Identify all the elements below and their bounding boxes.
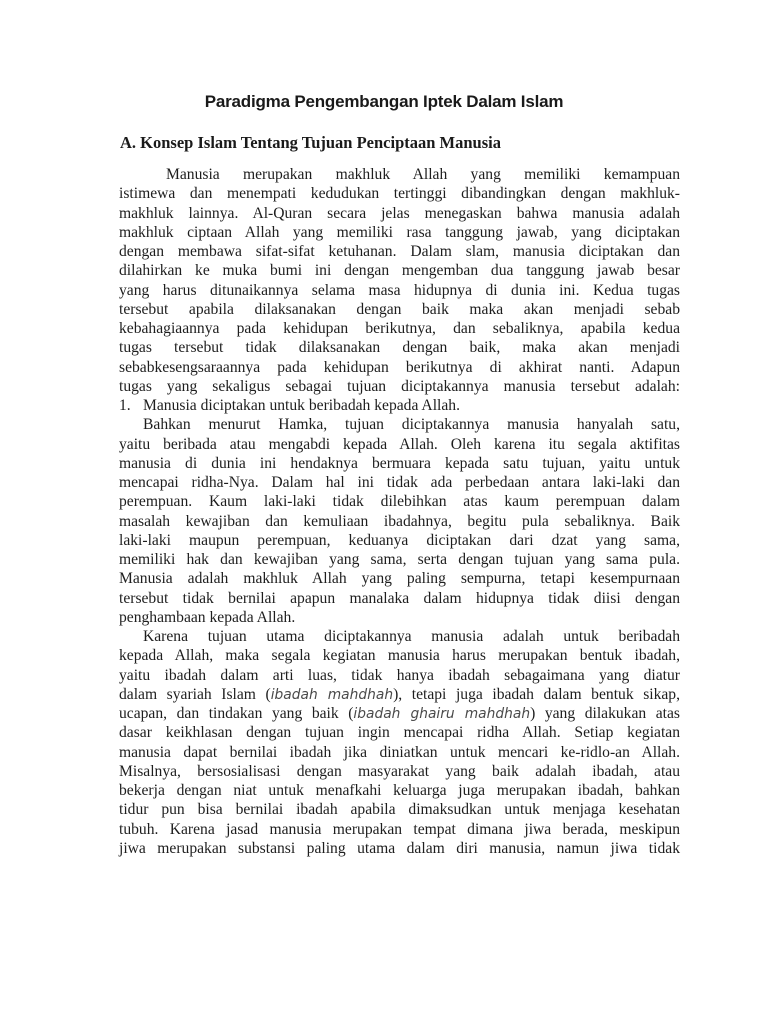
paragraph1-line: makhluk lainnya. Al-Quran secara jelas menegaskan bahwa manusia adalah [119,204,680,222]
section-heading: A. Konsep Islam Tentang Tujuan Penciptaan Manusia [120,133,501,152]
page-title: Paradigma Pengembangan Iptek Dalam Islam [204,92,564,111]
text-fragment: ) yang dilakukan atas [530,705,681,722]
paragraph3-line: Karena tujuan utama diciptakannya manusia adalah untuk beribadah [143,628,680,645]
paragraph2-line: Bahkan menurut Hamka, tujuan diciptakannya manusia hanyalah satu, [143,416,680,434]
paragraph2-line: mencapai ridha-Nya. Dalam hal ini tidak ada perbedaan antara laki-laki dan [119,474,680,491]
list-item-number: 1. [119,397,131,414]
paragraph1-line: makhluk ciptaan Allah yang memiliki rasa tanggung jawab, yang diciptakan [119,223,680,241]
paragraph1-line: dengan membawa sifat-sifat ketuhanan. Dalam slam, manusia diciptakan dan [119,243,680,260]
paragraph1-line: tugas yang sekaligus sebagai tujuan diciptakannya manusia tersebut adalah: [119,377,680,395]
paragraph3-line: manusia dapat bernilai ibadah jika diniatkan untuk mencari ke-ridlo-an Allah. [119,743,680,761]
paragraph2-line: perempuan. Kaum laki-laki tidak dilebihkan atas kaum perempuan dalam [119,493,680,511]
paragraph2-line: tersebut tidak bernilai apapun manalaka dalam hidupnya tidak diisi dengan [119,589,680,607]
list-item [119,396,680,415]
list-item-text: Manusia diciptakan untuk beribadah kepada Allah. [143,397,460,414]
paragraph2-line: masalah kewajiban dan kemuliaan ibadahnya, begitu pula sebaliknya. Baik [119,512,680,530]
paragraph2-line: laki-laki maupun perempuan, keduanya diciptakan dari dzat yang sama, [119,531,680,549]
paragraph1-line: sebabkesengsaraannya pada kehidupan berikutnya di akhirat nanti. Adapun [119,358,680,376]
italic-term: ibadah ghairu mahdhah [353,706,531,722]
paragraph1-line: yang harus ditunaikannya selama masa hidupnya di dunia ini. Kedua tugas [119,281,680,299]
paragraph1-line: tugas tersebut tidak dilaksanakan dengan baik, maka akan menjadi [119,339,680,357]
paragraph3-line: kepada Allah, maka segala kegiatan manusia harus merupakan bentuk ibadah, [119,647,680,665]
paragraph3-line: yaitu ibadah dalam arti luas, tidak hanya ibadah sebagaimana yang diatur [119,666,680,684]
paragraph3-line: tidur pun bisa bernilai ibadah apabila dimaksudkan untuk menjaga kesehatan [119,801,680,819]
body-text [119,165,680,858]
paragraph2-line: manusia di dunia ini hendaknya bermuara kepada satu tujuan, yaitu untuk [119,454,680,472]
italic-term: ibadah mahdhah [270,686,394,703]
text-fragment: ucapan, dan tindakan yang baik ( [119,705,354,722]
paragraph3-line: tubuh. Karena jasad manusia merupakan tempat dimana jiwa berada, meskipun [119,820,680,838]
text-fragment: ), tetapi juga ibadah dalam bentuk sikap, [393,685,681,703]
paragraph1-line: kebahagiaannya pada kehidupan berikutnya, dan sebaliknya, apabila kedua [119,320,680,337]
paragraph3-line: bekerja dengan niat untuk menafkahi keluarga juga merupakan ibadah, bahkan [119,782,680,799]
paragraph2-line: Manusia adalah makhluk Allah yang paling sempurna, tetapi kesempurnaan [119,570,680,588]
paragraph2-line: yaitu beribada atau mengabdi kepada Allah. Oleh karena itu segala aktifitas [119,435,680,453]
paragraph1-line: tersebut apabila dilaksanakan dengan baik maka akan menjadi sebab [119,300,680,318]
paragraph2-line: penghambaan kepada Allah. [119,608,296,626]
paragraph3-line [119,685,680,704]
paragraph1-line: istimewa dan menempati kedudukan tertinggi dibandingkan dengan makhluk- [119,185,680,203]
paragraph1-line: dilahirkan ke muka bumi ini dengan mengemban dua tanggung jawab besar [119,262,680,280]
paragraph3-line [119,704,680,723]
paragraph3-line: jiwa merupakan substansi paling utama dalam diri manusia, namun jiwa tidak [119,839,680,857]
paragraph1-line: Manusia merupakan makhluk Allah yang memiliki kemampuan [166,166,680,183]
paragraph3-line: dasar keikhlasan dengan tujuan ingin mencapai ridha Allah. Setiap kegiatan [119,724,680,742]
paragraph2-line: memiliki hak dan kewajiban yang sama, serta dengan tujuan yang sama pula. [119,551,680,568]
text-fragment: dalam syariah Islam ( [119,685,271,703]
paragraph3-line: Misalnya, bersosialisasi dengan masyarakat yang baik adalah ibadah, atau [119,762,680,780]
